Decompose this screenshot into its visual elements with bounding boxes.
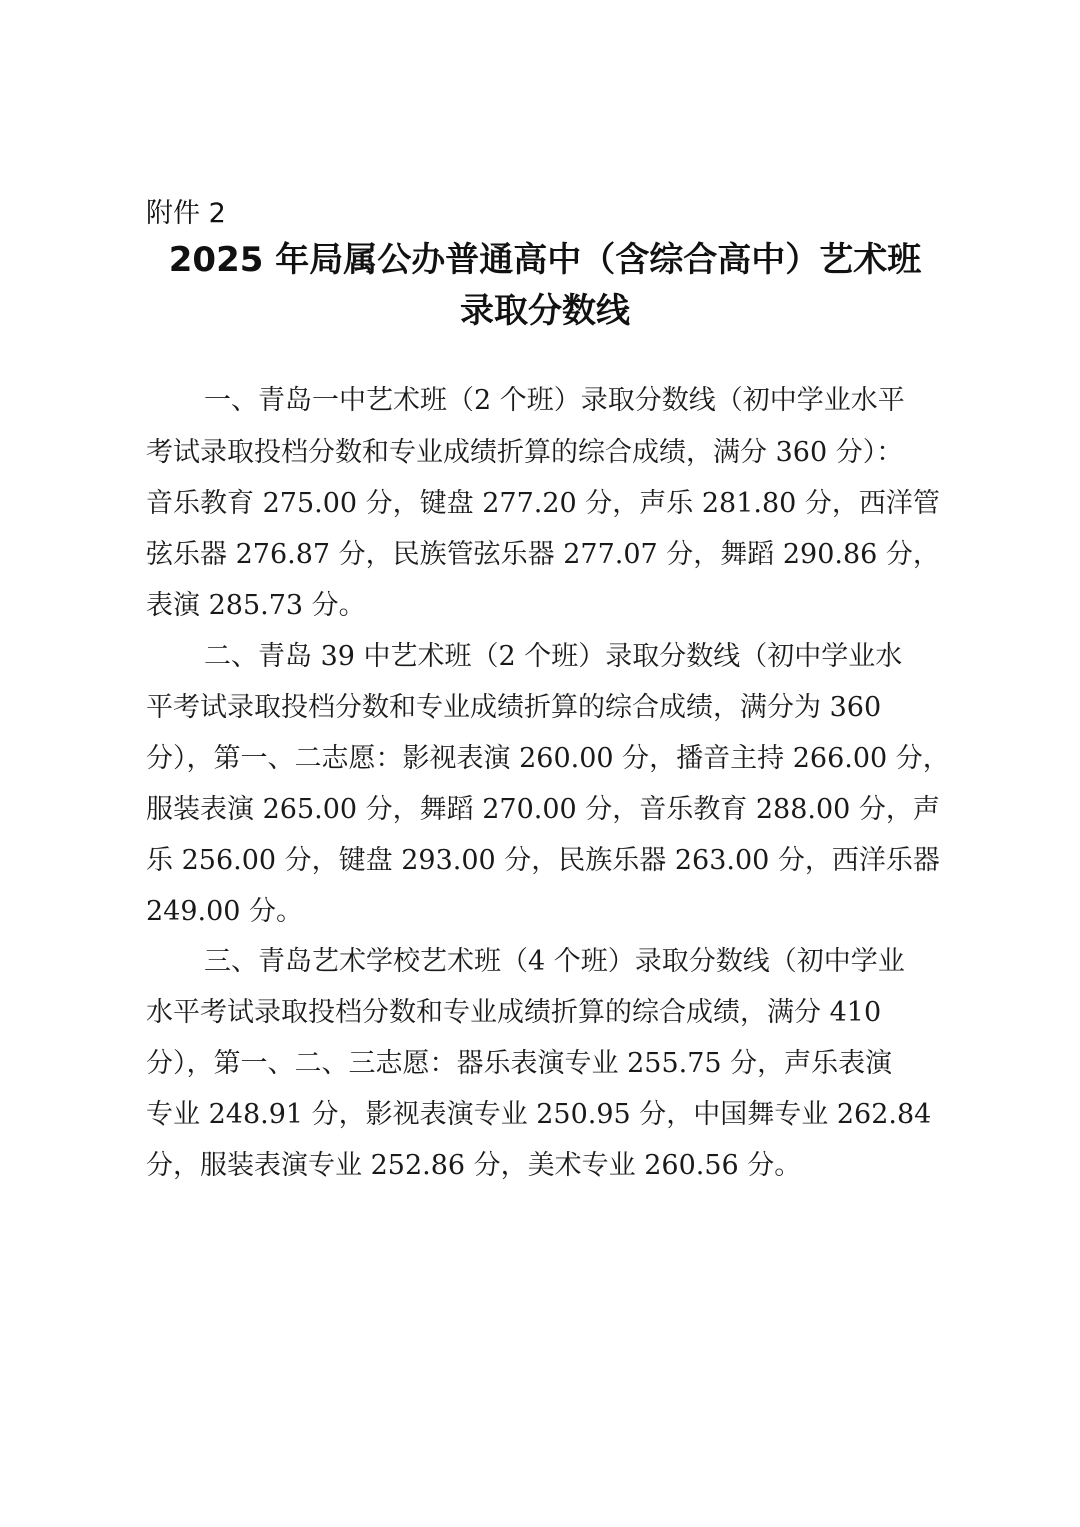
section-2-line-6: 249.00 分。 (146, 896, 304, 927)
section-1-line-1: 一、青岛一中艺术班（2 个班）录取分数线（初中学业水平 (204, 385, 905, 416)
attachment-label: 附件 2 (146, 198, 226, 229)
document-title-line-1: 2025 年局属公办普通高中（含综合高中）艺术班 (168, 240, 922, 280)
section-1-line-2: 考试录取投档分数和专业成绩折算的综合成绩，满分 360 分）： (146, 437, 904, 468)
section-1-line-4: 弦乐器 276.87 分，民族管弦乐器 277.07 分，舞蹈 290.86 分， (146, 539, 940, 570)
section-2-line-4: 服装表演 265.00 分，舞蹈 270.00 分，音乐教育 288.00 分，声 (146, 794, 940, 825)
section-2-line-2: 平考试录取投档分数和专业成绩折算的综合成绩，满分为 360 (146, 692, 882, 723)
section-3-line-4: 专业 248.91 分，影视表演专业 250.95 分，中国舞专业 262.84 (146, 1099, 932, 1130)
section-1-line-3: 音乐教育 275.00 分，键盘 277.20 分，声乐 281.80 分，西洋管 (146, 488, 940, 519)
section-2-line-5: 乐 256.00 分，键盘 293.00 分，民族乐器 263.00 分，西洋乐器 (146, 845, 940, 876)
document-title-line-2: 录取分数线 (460, 291, 630, 331)
section-3-line-2: 水平考试录取投档分数和专业成绩折算的综合成绩，满分 410 (146, 997, 882, 1028)
section-3-line-1: 三、青岛艺术学校艺术班（4 个班）录取分数线（初中学业 (204, 946, 905, 977)
section-1-line-5: 表演 285.73 分。 (146, 590, 366, 621)
section-3-line-3: 分），第一、二、三志愿：器乐表演专业 255.75 分，声乐表演 (146, 1048, 893, 1079)
section-2-line-3: 分），第一、二志愿：影视表演 260.00 分，播音主持 266.00 分， (146, 743, 950, 774)
section-3-line-5: 分，服装表演专业 252.86 分，美术专业 260.56 分。 (146, 1150, 802, 1181)
section-2-line-1: 二、青岛 39 中艺术班（2 个班）录取分数线（初中学业水 (204, 641, 903, 672)
